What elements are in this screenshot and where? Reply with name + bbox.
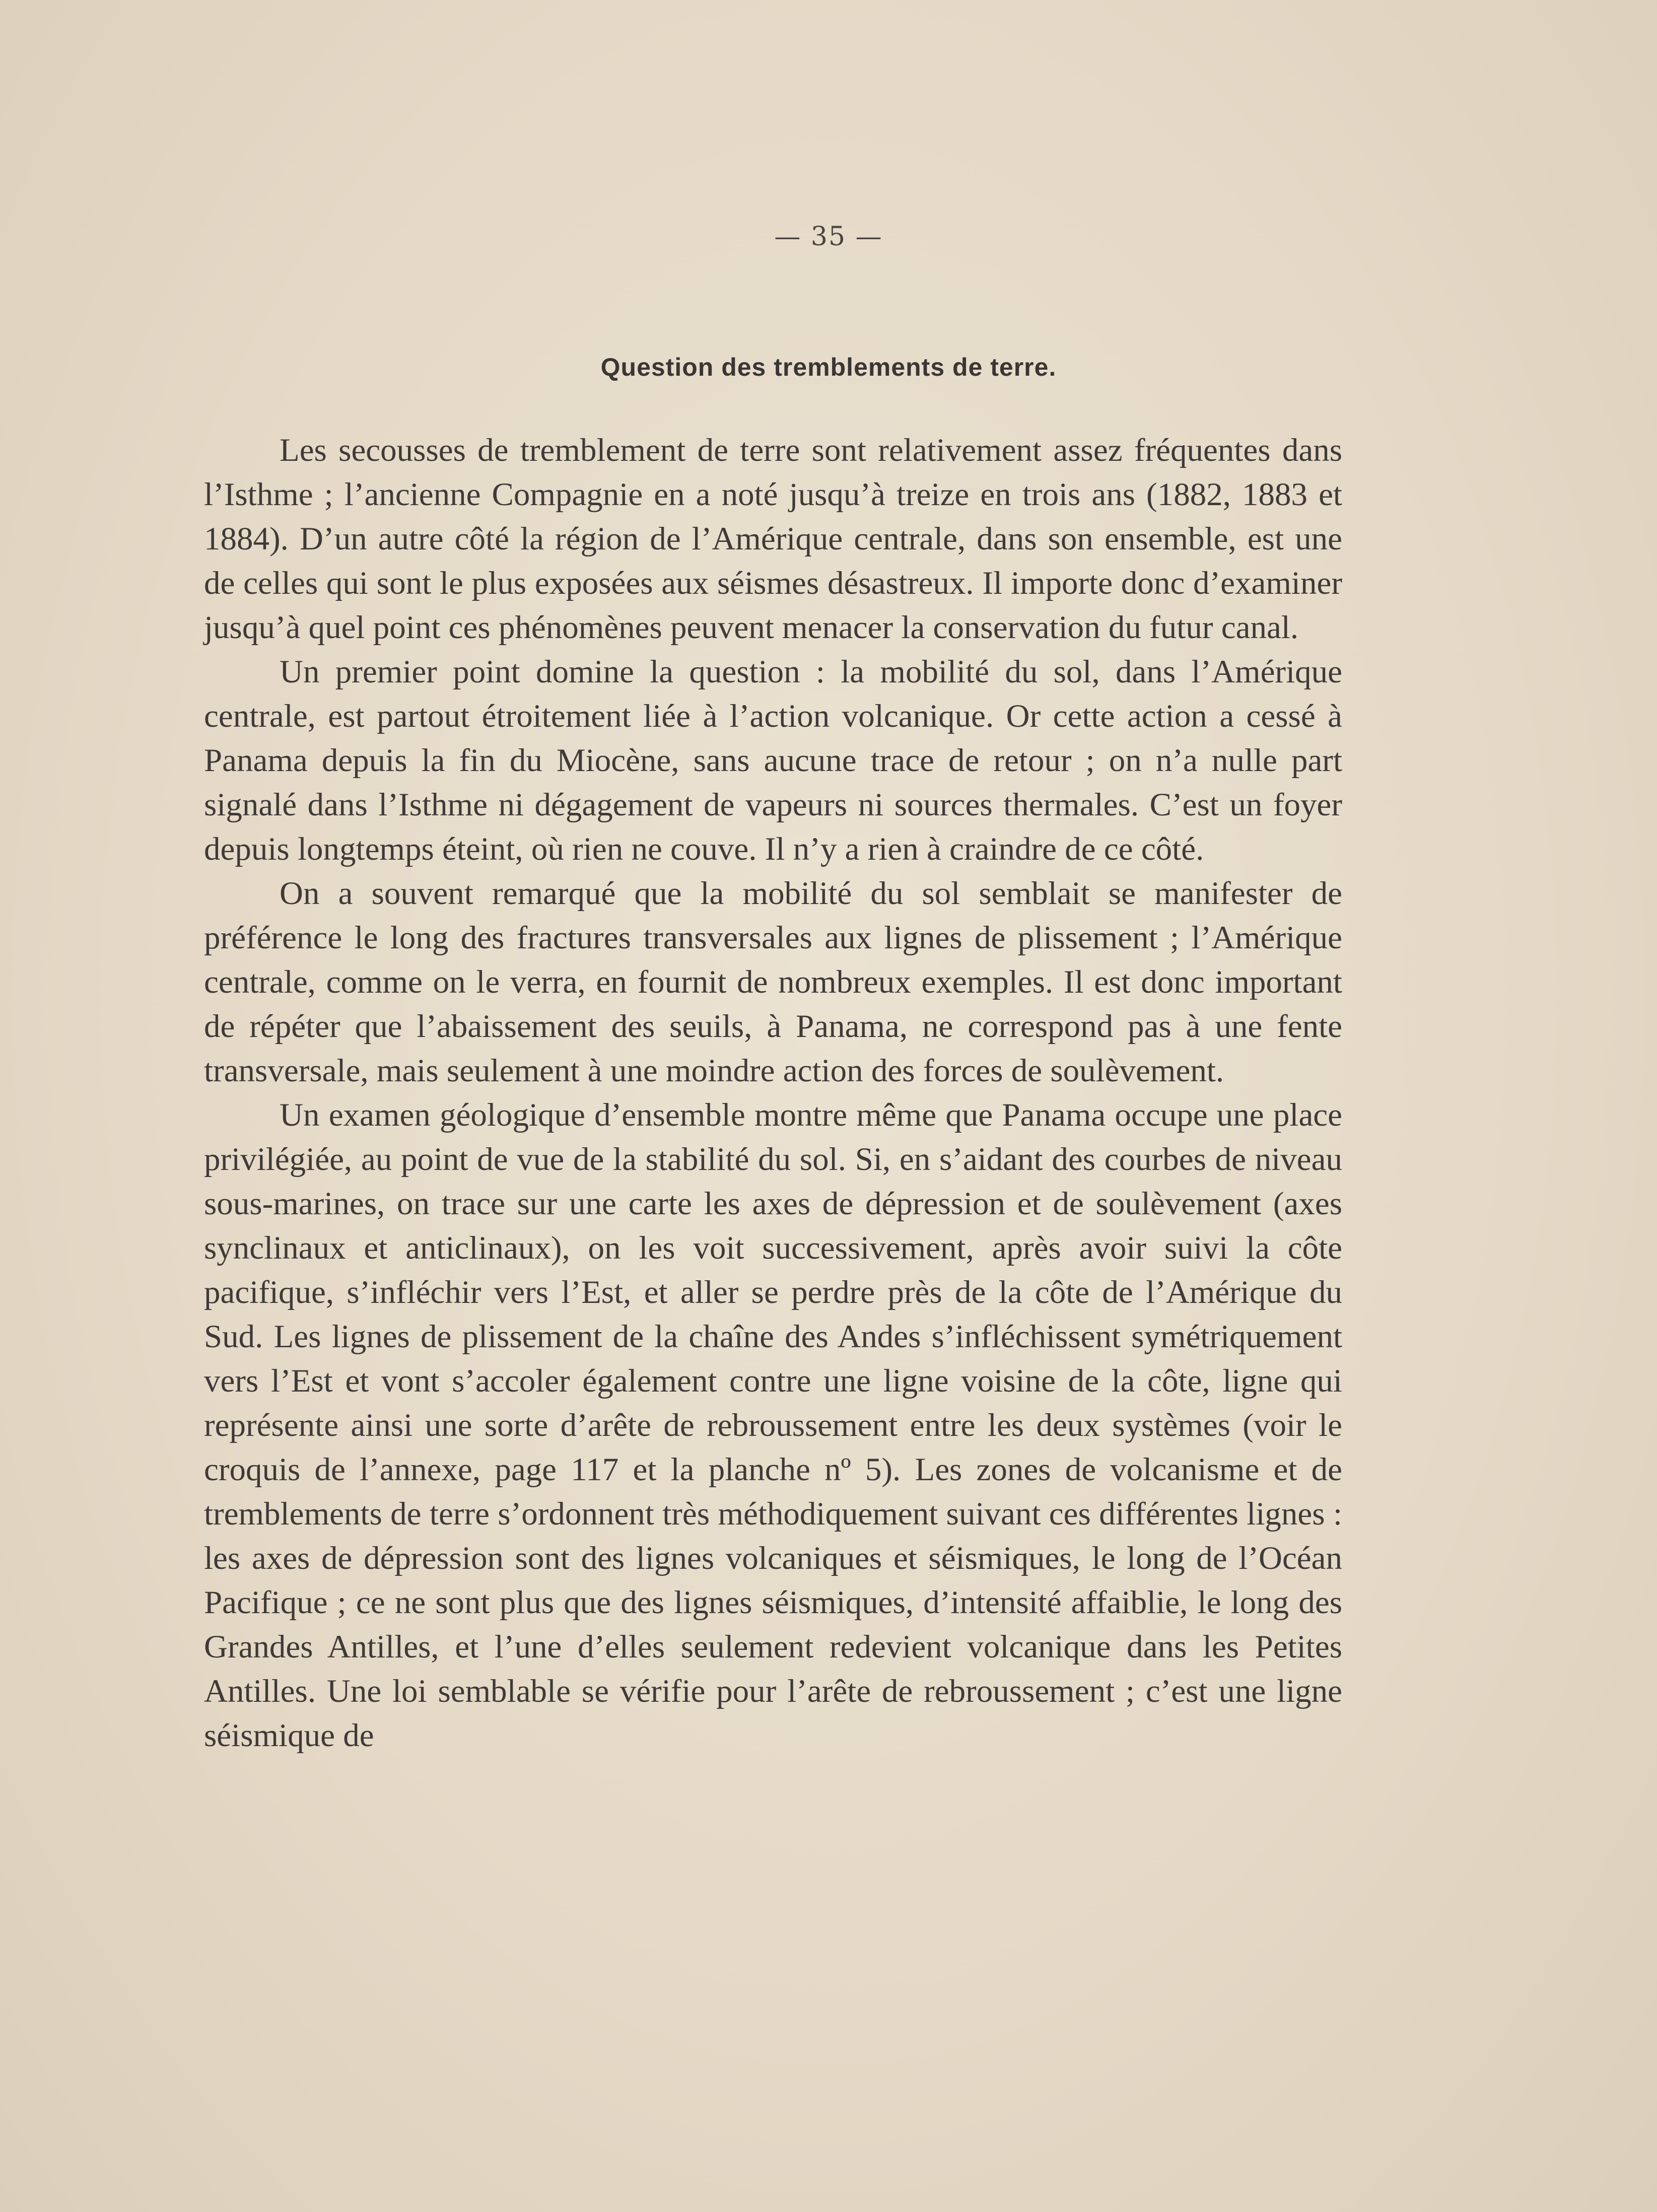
paragraph: Les secousses de tremblement de terre sont relativement assez fréquentes dans l’Isthme ; l’ancienne Compagnie en a noté jusqu’à treize en trois ans (1882, 1883 et 1884). D’un autre côté la région de l’Amérique centrale, dans son ensemble, est une de celles qui sont le plus exposées aux séismes désastreux. Il importe donc d’examiner jusqu’à quel point ces phénomènes peuvent menacer la conservation du futur canal. <box>204 432 1342 646</box>
paragraph: Un examen géologique d’ensemble montre même que Panama occupe une place privilégiée, au point de vue de la stabilité du sol. Si, en s’aidant des courbes de niveau sous-marines, on trace sur une carte les axes de dépression et de soulèvement (axes synclinaux et anticlinaux), on les voit successivement, après avoir suivi la côte pacifique, s’infléchir vers l’Est, et aller se perdre près de la côte de l’Amérique du Sud. Les lignes de plissement de la chaîne des Andes s’infléchissent symétriquement vers l’Est et vont s’accoler également contre une ligne voisine de la côte, ligne qui représente ainsi une sorte d’arête de rebroussement entre les deux systèmes (voir le croquis de l’annexe, page 117 et la planche nº 5). Les zones de volcanisme et de tremblements de terre s’ordonnent très méthodiquement suivant ces différentes lignes : les axes de dépression sont des lignes volcaniques et séismiques, le long de l’Océan Pacifique ; ce ne sont plus que des lignes séismiques, d’intensité affaiblie, le long des Grandes Antilles, et l’une d’elles seulement redevient volcanique dans les Petites Antilles. Une loi semblable se vérifie pour l’arête de rebroussement ; c’est une ligne séismique de <box>204 1097 1342 1754</box>
page-number: — 35 — <box>774 222 883 252</box>
body-text <box>204 428 1342 1758</box>
section-heading: Question des tremblements de terre. <box>600 353 1057 381</box>
paragraph: Un premier point domine la question : la mobilité du sol, dans l’Amérique centrale, est partout étroitement liée à l’action volcanique. Or cette action a cessé à Panama depuis la fin du Miocène, sans aucune trace de retour ; on n’a nulle part signalé dans l’Isthme ni dégagement de vapeurs ni sources thermales. C’est un foyer depuis longtemps éteint, où rien ne couve. Il n’y a rien à craindre de ce côté. <box>204 654 1342 867</box>
paragraph: On a souvent remarqué que la mobilité du sol semblait se manifester de préférence le long des fractures transversales aux lignes de plissement ; l’Amérique centrale, comme on le verra, en fournit de nombreux exemples. Il est donc important de répéter que l’abaissement des seuils, à Panama, ne correspond pas à une fente transversale, mais seulement à une moindre action des forces de soulèvement. <box>204 875 1342 1089</box>
